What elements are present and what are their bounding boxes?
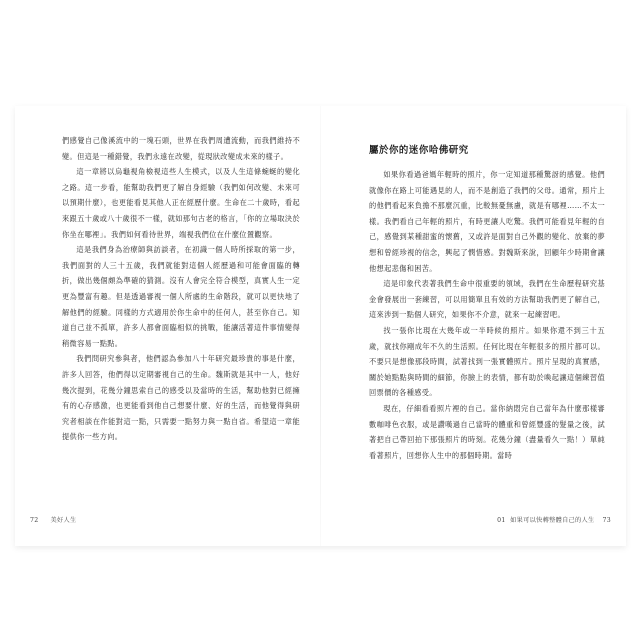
running-title: 如果可以快轉整體自己的人生: [510, 517, 595, 524]
right-page: [321, 106, 626, 546]
left-page-footer: [30, 515, 76, 524]
left-page-body: [62, 133, 300, 445]
paragraph: 現在，仔細看看照片裡的自己。當你納悶完自己當年為什麼那樣審數咖啡色衣服，或是讚嘆過自己當時的體重和曾經豐盛的髮量之後，試著把自己帶回拍下那張照片的時刻。花幾分鐘（盡量看久一點！）單純看著照片，回想你人生中的那個時期。當時: [369, 403, 605, 460]
paragraph: 這是印象代表著我們生命中很重要的領域，我們在生命歷程研究基金會發展出一套練習，可以用簡單且有效的方法幫助我們更了解自己，這來涉到一點個人研究，如果你不介意，就來一起練習吧。: [369, 279, 605, 320]
paragraph: 這一章將以烏龜視角檢視這些人生模式，以及人生這條蜿蜒的變化之路。這一步看，能幫助我們更了解自身經驗（我們如何改變、未來可以預期什麼），也更能看見其他人正在經歷什麼。生命在二十歲時，看起來跟五十歲或八十歲很不一樣，就如那句古老的格言，「你的立場取決於你坐在哪裡」。我們如何看待世界，端視我們位在什麼位置觀察。: [62, 167, 300, 239]
book-spread: [15, 106, 626, 546]
left-page: [15, 106, 320, 546]
page-number: 72: [30, 517, 39, 524]
chapter-number: 01: [497, 517, 506, 524]
running-title: 美好人生: [50, 517, 77, 524]
paragraph: 如果你看過爸媽年輕時的照片，你一定知道那種驚訝的感覺。他們就像你在路上可能遇見的人，而不是創造了我們的父母。通常，照片上的他們看起來負擔不那麼沉重，比較無憂無慮，就是有哪裡……不太一樣。我們看自己年輕的照片，有時更讓人吃驚。我們可能看見年輕的自己，感覺到某種甜蜜的懷舊，又或許是面對自己外觀的變化、放棄的夢想和曾經珍視的信念，興起了憫惜感。對魏斯來說，回顧年少時期會讓他想起悲傷和困苦。: [369, 170, 605, 273]
right-page-footer: [497, 515, 611, 524]
paragraph: 這是我們身為治療師與訪談者，在初識一個人時所採取的第一步，我們面對的人三十五歲，我們就能對這個人經歷過和可能會面臨的轉折，做出幾個頗為準確的猜測。沒有人會完全符合模型，真實人生一定更為豐富有趣。但是透過審視一個人所處的生命階段，就可以更快地了解他們的經驗。同樣的方式適用於你生命中的任何人，甚至你自己。知道自己並不孤單，許多人都會面臨相似的挑戰，能讓活著這件事情變得稍微容易一點點。: [62, 245, 300, 348]
page-number: 73: [602, 517, 611, 524]
section-title: 屬於你的迷你哈佛研究: [369, 145, 469, 156]
paragraph: 找一張你比現在大幾年或一半時候的照片。如果你還不到三十五歲，就找你剛成年不久的生活照。任何比現在年輕很多的照片都可以。不要只是想像那段時間，試著找到一張實體照片。照片呈現的真實感，關於她點點與時間的細節，你臉上的表情，都有助於喚起讓這個練習值回票價的各種感受。: [369, 325, 605, 398]
right-page-body: [369, 167, 605, 463]
paragraph: 們感覺自己像溪流中的一塊石頭，世界在我們周遭流動，而我們維持不變。但這是一種錯覺，我們永遠在改變，從現狀改變成未來的樣子。: [62, 136, 300, 161]
paragraph: 我們問研究參與者，他們認為參加八十年研究最珍貴的事是什麼，許多人回答，他們得以定期審視自己的生命。魏斯就是其中一人，他好幾次提到，花幾分鐘思索自己的感受以及當時的生活，幫助他對已經擁有的心存感激，也更能看到他自己想要什麼、好的生活，而他覺得與研究者相談在作能對這一點，只需要一點努力與一點自省。希望這一章能提供你一些方向。: [62, 354, 300, 442]
